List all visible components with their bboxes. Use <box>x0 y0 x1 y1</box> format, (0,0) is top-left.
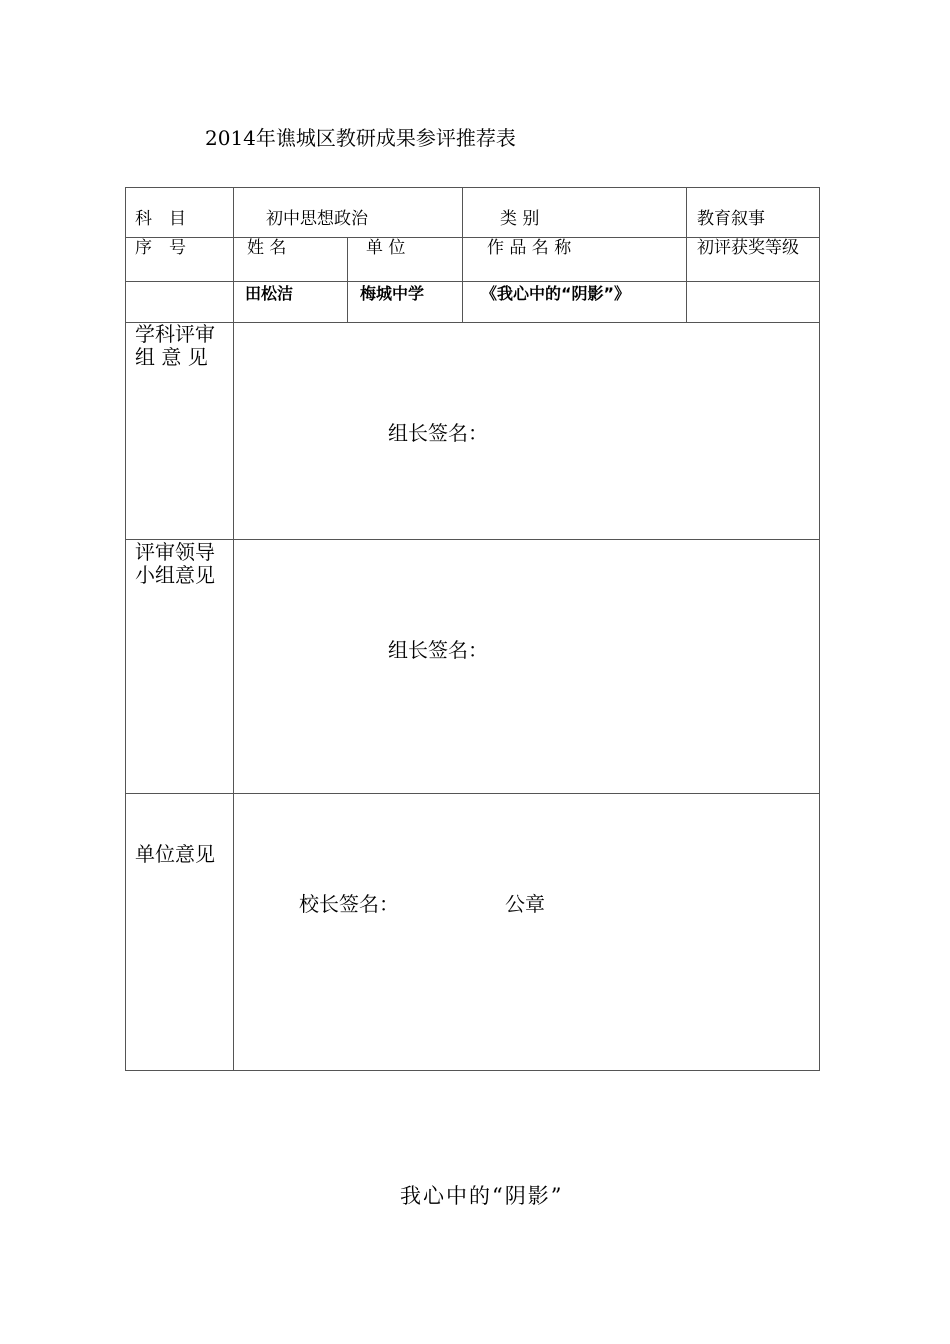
subject-review-label-line1: 学科评审 <box>135 322 215 346</box>
subject-review-label-line2: 组 意 见 <box>135 345 208 369</box>
table-rule <box>125 322 820 323</box>
column-header-work: 作 品 名 称 <box>487 238 572 258</box>
table-rule <box>125 539 820 540</box>
subject-review-signature: 组长签名： <box>388 421 488 445</box>
subject-value: 初中思想政治 <box>266 209 368 229</box>
official-seal-label: 公章 <box>505 892 545 916</box>
entrant-work-title: 《我心中的“阴影”》 <box>481 284 631 303</box>
entrant-unit: 梅城中学 <box>360 284 425 303</box>
table-border-right <box>819 187 820 1071</box>
column-header-name: 姓 名 <box>247 238 287 258</box>
leader-review-label <box>135 541 215 587</box>
table-column-rule <box>462 187 463 323</box>
document-title: 2014年谯城区教研成果参评推荐表 <box>205 126 516 150</box>
table-rule <box>125 281 820 282</box>
table-column-rule <box>686 187 687 323</box>
principal-signature: 校长签名： <box>299 892 399 916</box>
column-header-seq: 序 号 <box>135 238 186 258</box>
category-label: 类 别 <box>500 209 540 229</box>
table-border-bottom <box>125 1070 820 1071</box>
leader-review-label-line1: 评审领导 <box>135 540 215 564</box>
leader-review-label-line2: 小组意见 <box>135 563 215 587</box>
subject-label: 科 目 <box>135 209 186 229</box>
table-column-rule <box>347 237 348 323</box>
column-header-award: 初评获奖等级 <box>697 238 799 258</box>
table-rule <box>125 793 820 794</box>
leader-review-signature: 组长签名： <box>388 638 488 662</box>
entrant-name: 田松洁 <box>245 284 294 303</box>
table-border-top <box>125 187 820 188</box>
subject-review-label <box>135 323 215 369</box>
column-header-unit: 单 位 <box>366 238 406 258</box>
essay-title: 我心中的“阴影” <box>400 1184 564 1208</box>
table-column-rule <box>233 187 234 1071</box>
table-border-left <box>125 187 126 1071</box>
unit-opinion-label: 单位意见 <box>135 842 215 866</box>
category-value: 教育叙事 <box>697 209 765 229</box>
